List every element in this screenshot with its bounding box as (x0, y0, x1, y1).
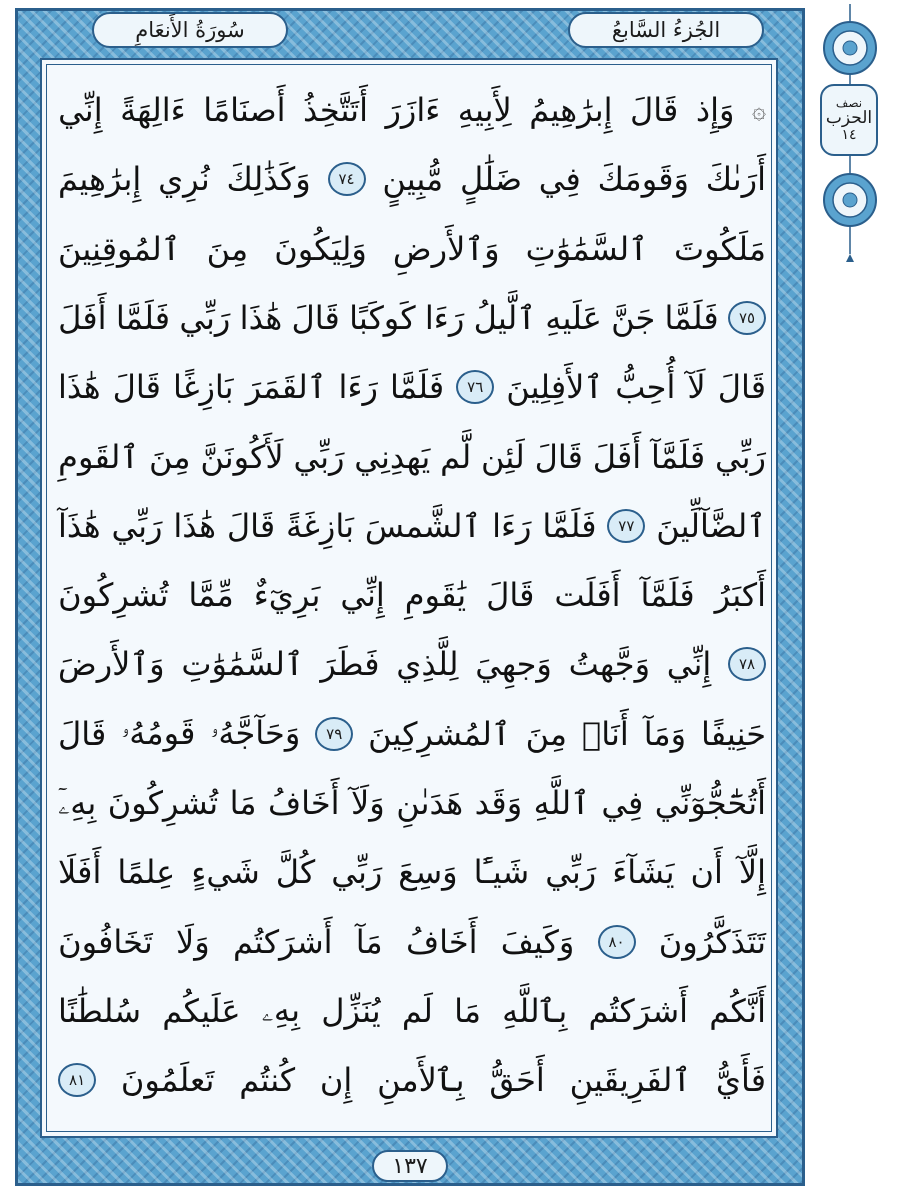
surah-name-header (92, 12, 288, 48)
word: ٱلشَّمسَ (364, 506, 482, 545)
word: مَآ (355, 922, 383, 961)
word: فَلَمَّا (390, 368, 445, 407)
word: بَازِغَةً (285, 506, 354, 545)
word: ٱلمُوقِنِينَ (58, 229, 181, 268)
word: عَلَيهِ (545, 298, 602, 337)
word: فَأَيُّ (715, 1061, 766, 1100)
word: رَبِّي (293, 437, 345, 476)
word: ٱلمُشرِكِينَ (368, 714, 511, 753)
surah-name: سُورَةُ الأَنعَامِ (135, 18, 245, 42)
word: فَلَمَّا (664, 298, 719, 337)
word: كَوكَبًا (349, 298, 416, 337)
text-line (58, 431, 766, 483)
word: هَٰذَآ (58, 506, 101, 545)
word: هَدَىٰنِ (396, 784, 464, 822)
word: قَالَ (58, 714, 107, 753)
word: بِٱللَّهِ (502, 991, 568, 1030)
word: أَن (690, 853, 723, 892)
word: لَأَكُونَنَّ (200, 437, 284, 476)
word: يَهدِنِي (354, 437, 431, 476)
text-line (58, 1054, 766, 1106)
word: أُحِبُّ (615, 368, 676, 407)
hizb-line-2: الحزب (825, 108, 873, 129)
word: قَومُهُۥ (121, 714, 196, 753)
ayah-number-marker: ٧٩ (315, 717, 353, 751)
text-line (58, 708, 766, 760)
word: مِنَ (525, 714, 568, 753)
word: حَنِيفًا (700, 714, 766, 753)
text-line (58, 500, 766, 552)
word: لِأَبِيهِ (457, 91, 512, 129)
ayah-number-marker: ٨١ (58, 1063, 96, 1097)
juz-name: الجُزءُ السَّابعُ (611, 18, 721, 42)
word: أَشرَكتُم (232, 922, 333, 961)
word: بِهِۦٓ (58, 783, 97, 822)
word: فِي (538, 160, 581, 199)
text-line (58, 638, 766, 690)
word: بَازِغًا (172, 368, 234, 407)
word: لَآ (687, 368, 706, 407)
word: ٱلضَّآلِّينَ (656, 506, 766, 545)
word: بِٱلأَمنِ (377, 1061, 465, 1100)
word: فَطَرَ (320, 645, 380, 684)
word: ٱلأَفِلِينَ (506, 368, 604, 407)
juz-name-header (568, 12, 764, 48)
word: تَخَافُونَ (58, 922, 153, 961)
word: وَٱلأَرضِ (392, 229, 500, 268)
word: فَلَمَّا (115, 298, 171, 337)
word: لَم (401, 991, 433, 1030)
text-line (58, 84, 766, 136)
word: قَالَ (486, 576, 535, 615)
word: وَجَّهتُ (568, 645, 651, 684)
text-line (58, 223, 766, 275)
word: وَلِيَكُونَ (274, 229, 367, 268)
text-line (58, 361, 766, 413)
word: أَفَلَ (58, 298, 107, 337)
text-line (58, 153, 766, 205)
word: عِلمًا (117, 853, 176, 892)
hizb-line-1: نصف (835, 96, 863, 111)
word: مَا (454, 991, 481, 1030)
word: رَءَا (492, 506, 532, 545)
word: رَبِّي (545, 853, 597, 892)
word: شَيءٍ (191, 853, 260, 892)
word: جَنَّ (611, 298, 656, 337)
ayah-number-marker: ٧٦ (456, 370, 494, 404)
word: مِنَ (206, 229, 249, 268)
word: إِبرَٰهِيمَ (58, 160, 142, 199)
word: أَصنَامًا (203, 91, 286, 129)
word: قَالَ (630, 91, 679, 129)
page-number: ١٣٧ (392, 1153, 428, 1179)
word: رَبِّي (179, 298, 231, 337)
word: أَتُحَٰٓجُّوٓنِّي (654, 784, 766, 822)
word: ءَالِهَةً (120, 91, 186, 129)
text-line (58, 846, 766, 898)
word: أَتَتَّخِذُ (303, 91, 368, 129)
word: إِلَّآ (738, 853, 766, 892)
word: وَجهِيَ (475, 645, 552, 684)
word: ٱلسَّمَٰوَٰتِ (525, 229, 648, 268)
word: ءَازَرَ (385, 91, 441, 129)
word: كُلَّ (275, 853, 316, 892)
word: أَفَلَ (592, 437, 642, 476)
word: مِنَ (149, 437, 191, 476)
ayah-number-marker: ٧٥ (728, 301, 766, 335)
word: هَٰذَا (173, 506, 216, 545)
word: لَّم (440, 437, 472, 476)
word: وَقَومَكَ (597, 160, 689, 199)
word: سُلطَٰنًا (58, 991, 142, 1030)
word: أَخَافُ (405, 922, 478, 961)
text-line (58, 985, 766, 1037)
word: رَبِّي (714, 437, 766, 476)
word: فَلَمَّا (542, 506, 597, 545)
text-line (58, 777, 766, 829)
text-line (58, 292, 766, 344)
word: وَلَآ (351, 784, 385, 822)
word: وَكَيفَ (500, 922, 575, 961)
word: وَحَآجَّهُۥ (210, 714, 301, 753)
word: ٱلسَّمَٰوَٰتِ (181, 645, 304, 684)
word: وَلَا (176, 922, 210, 961)
word: فِي (601, 784, 644, 822)
word: تَعلَمُونَ (120, 1061, 215, 1100)
word: أَنَا۠ (582, 714, 629, 753)
word: إِن (319, 1061, 353, 1100)
word: إِنِّي (340, 576, 385, 615)
word: قَالَ (226, 506, 276, 545)
word: لِلَّذِي (396, 645, 459, 684)
word: أَرَىٰكَ (705, 160, 766, 199)
hizb-line-3: ١٤ (841, 126, 857, 143)
word: عَلَيكُم (162, 991, 241, 1030)
word: فَلَمَّآ (651, 437, 706, 476)
word: يَشَآءَ (612, 853, 675, 892)
ayah-number-marker: ٧٤ (328, 162, 366, 196)
word: وَكَذَٰلِكَ (226, 160, 311, 199)
word: أَنَّكُم (709, 991, 766, 1030)
word: ٱلقَمَرَ (245, 368, 327, 407)
word: رَءَا (338, 368, 378, 407)
word: إِبرَٰهِيمُ (529, 91, 613, 129)
word: تُشرِكُونَ (58, 576, 169, 615)
word: شَيـًٔا (473, 853, 530, 892)
ayah-number-marker: ٧٨ (728, 647, 766, 681)
word: تَتَذَكَّرُونَ (658, 922, 766, 961)
word: وَٱلأَرضَ (58, 645, 165, 684)
word: رَبِّي (111, 506, 163, 545)
word: وَمَآ (643, 714, 687, 753)
word: قَالَ (534, 437, 583, 476)
word: إِنِّي (58, 91, 103, 129)
word: مَا (229, 784, 257, 822)
word: أَفَلَا (58, 853, 102, 892)
word: أَحَقُّ (489, 1061, 545, 1100)
word: مَلَكُوتَ (673, 229, 766, 268)
word: ٱلفَرِيقَينِ (569, 1061, 692, 1100)
word: ٱلَّيلُ (473, 298, 536, 337)
word: وَإِذ (695, 91, 735, 129)
word: بَرِيٓءٌ (253, 576, 321, 615)
word: وَسِعَ (398, 853, 458, 892)
word: قَالَ (112, 368, 161, 407)
word: قَالَ (291, 298, 340, 337)
quran-text-block (58, 84, 766, 1124)
word: هَٰذَا (239, 298, 283, 337)
rub-el-hizb-icon: ۞ (751, 96, 766, 124)
word: أَخَافُ (267, 784, 340, 822)
word: قَالَ (717, 368, 766, 407)
hizb-label (820, 84, 878, 156)
word: وَقَد (474, 784, 523, 822)
word: يَٰقَومِ (404, 576, 467, 615)
word: هَٰذَا (58, 368, 101, 407)
word: لَئِن (481, 437, 525, 476)
word: مِّمَّا (188, 576, 234, 615)
word: أَكبَرُ (714, 576, 766, 615)
word: فَلَمَّآ (640, 576, 695, 615)
word: إِنِّي (666, 645, 712, 684)
text-line (58, 916, 766, 968)
word: يُنَزِّل (321, 991, 381, 1030)
word: أَشرَكتُم (588, 991, 689, 1030)
word: تُشرِكُونَ (107, 784, 219, 822)
word: بِهِۦ (261, 991, 300, 1030)
page-number-badge (372, 1150, 448, 1182)
word: كُنتُم (239, 1061, 296, 1100)
word: رَبِّي (331, 853, 383, 892)
text-line (58, 569, 766, 621)
word: رَءَا (424, 298, 465, 337)
word: ضَلَٰلٍ (459, 160, 522, 199)
word: أَفَلَت (554, 576, 621, 615)
word: ٱلقَومِ (58, 437, 140, 476)
ayah-number-marker: ٨٠ (598, 925, 636, 959)
ayah-number-marker: ٧٧ (607, 509, 645, 543)
word: ٱللَّهِ (533, 784, 590, 822)
word: نُرِي (158, 160, 210, 199)
word: مُّبِينٍ (382, 160, 444, 199)
